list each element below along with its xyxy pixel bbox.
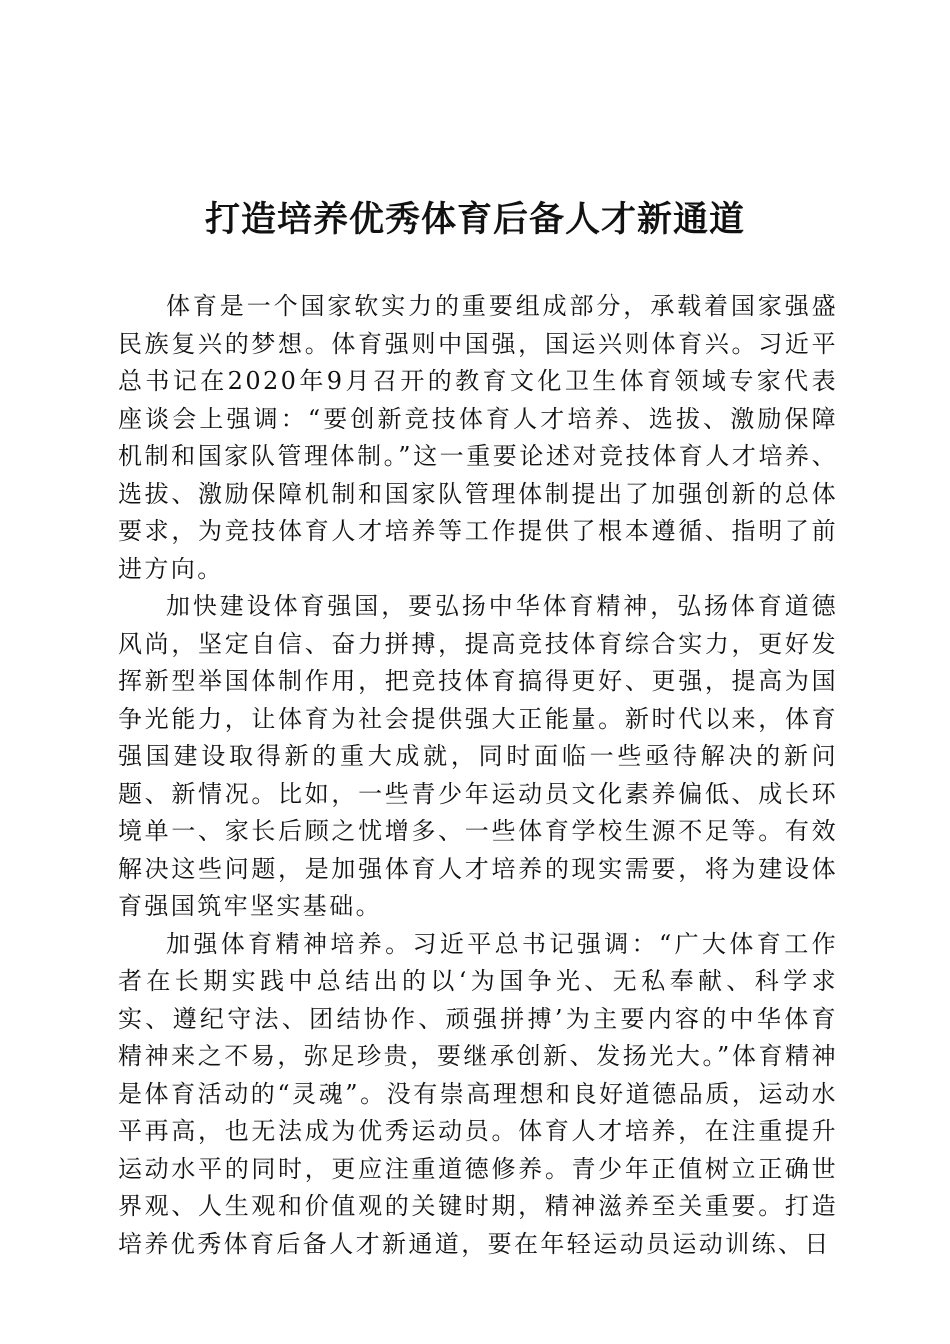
document-body (118, 288, 838, 1263)
paragraph: 体育是一个国家软实力的重要组成部分，承载着国家强盛民族复兴的梦想。体育强则中国强，国运兴则体育兴。习近平总书记在2020年9月召开的教育文化卫生体育领域专家代表座谈会上强调：“要创新竞技体育人才培养、选拔、激励保障机制和国家队管理体制。”这一重要论述对竞技体育人才培养、选拔、激励保障机制和国家队管理体制提出了加强创新的总体要求，为竞技体育人才培养等工作提供了根本遵循、指明了前进方向。 (118, 292, 838, 583)
document-title: 打造培养优秀体育后备人才新通道 (204, 199, 745, 240)
paragraph: 加强体育精神培养。习近平总书记强调：“广大体育工作者在长期实践中总结出的以‘为国争光、无私奉献、科学求实、遵纪守法、团结协作、顽强拼搏’为主要内容的中华体育精神来之不易，弥足珍贵，要继承创新、发扬光大。”体育精神是体育活动的“灵魂”。没有崇高理想和良好道德品质，运动水平再高，也无法成为优秀运动员。体育人才培养，在注重提升运动水平的同时，更应注重道德修养。青少年正值树立正确世界观、人生观和价值观的关键时期，精神滋养至关重要。打造培养优秀体育后备人才新通道，要在年轻运动员运动训练、日 (118, 929, 838, 1258)
paragraph: 加快建设体育强国，要弘扬中华体育精神，弘扬体育道德风尚，坚定自信、奋力拼搏，提高竞技体育综合实力，更好发挥新型举国体制作用，把竞技体育搞得更好、更强，提高为国争光能力，让体育为社会提供强大正能量。新时代以来，体育强国建设取得新的重大成就，同时面临一些亟待解决的新问题、新情况。比如，一些青少年运动员文化素养偏低、成长环境单一、家长后顾之忧增多、一些体育学校生源不足等。有效解决这些问题，是加强体育人才培养的现实需要，将为建设体育强国筑牢坚实基础。 (118, 592, 838, 920)
